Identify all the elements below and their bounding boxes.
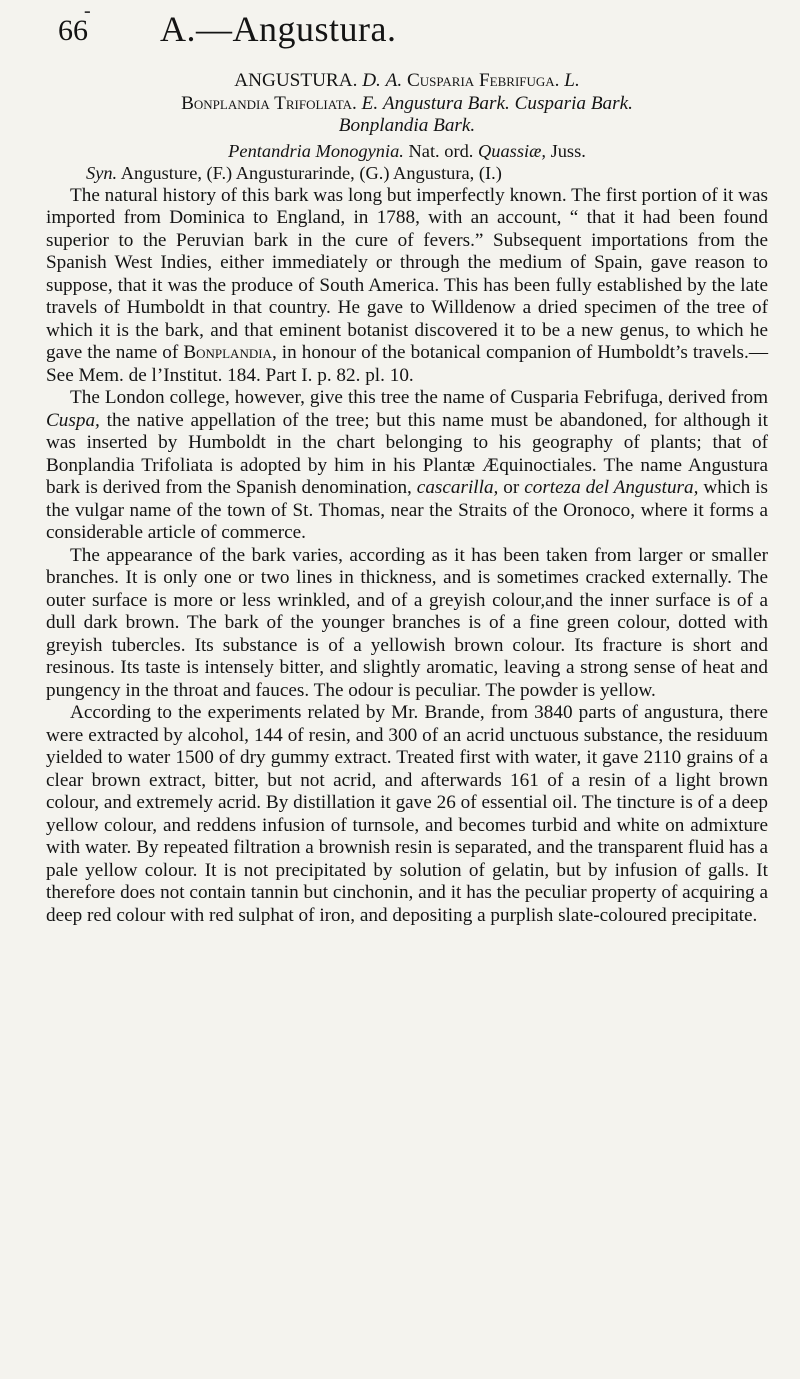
- heading-main: ANGUSTURA.: [234, 70, 358, 91]
- paragraph-nomenclature: [46, 387, 768, 545]
- heading-bonplandia: Bonplandia Trifoliata.: [181, 92, 357, 114]
- paragraph-history-a: The natural history of this bark was long but imperfectly known. The first portion of it was imported from Dominica to England, in 1788, with an account, “ that it had been found superior to the Peruvian bark in the cure of fevers.” Subsequent importations from the Spanish West Indies, either immediately or through the medium of Spain, gave reason to suppose, that it was the produce of South America. This has been fully established by the late travels of Humboldt in that country. He gave to Willdenow a dried specimen of the tree of which it is the bark, and that eminent botanist discovered it to be a new genus, to which he gave the name of: [46, 184, 768, 363]
- synonyms-line: [86, 162, 768, 185]
- heading-abbr-d: D.: [362, 70, 381, 91]
- heading-abbr-l: L.: [564, 70, 580, 91]
- classification-author: Juss.: [550, 140, 586, 161]
- p2-corteza: corteza del Angustura,: [524, 477, 699, 498]
- running-head: A.—Angustura.: [160, 9, 397, 49]
- paragraph-chemistry: According to the experiments related by Mr. Brande, from 3840 parts of angustura, there were extracted by alcohol, 144 of resin, and 300 of an acrid unctuous substance, the residuum yielded to water 1500 of dry gummy extract. Treated first with water, it gave 2110 grains of a clear brown extract, bitter, but not acrid, and afterwards 161 of a resin of a light brown colour, and extremely acrid. By distillation it gave 26 of essential oil. The tincture is of a deep yellow colour, and reddens infusion of turnsole, and becomes turbid and white on admixture with water. By repeated filtration a brownish resin is separated, and the transparent fluid has a pale yellow colour. It is not precipitated by solution of gelatin, but by infusion of galls. It therefore does not contain tannin but cinchonin, and it has the peculiar property of acquiring a deep red colour with red sulphat of iron, and depositing a purplish slate-coloured precipitate.: [46, 702, 768, 926]
- classification-order: Quassiæ,: [477, 140, 546, 161]
- classification-class: Pentandria Monogynia.: [228, 140, 404, 161]
- page-number: 66: [58, 14, 88, 47]
- p2-c: or: [503, 477, 520, 498]
- paragraph-history-bonplandia: Bonplandia,: [183, 342, 277, 363]
- page-body: [46, 70, 768, 927]
- syn-label: Syn.: [86, 163, 118, 183]
- entry-heading: [46, 70, 768, 138]
- page-header: [40, 0, 780, 54]
- heading-abbr-e: E.: [361, 92, 379, 114]
- heading-abbr-a: A.: [385, 70, 403, 91]
- margin-mark: -: [84, 0, 91, 22]
- heading-alt-bonplandia: Bonplandia Bark.: [338, 115, 476, 136]
- paragraph-appearance: The appearance of the bark varies, according as it has been taken from larger or smaller branches. It is only one or two lines in thickness, and is sometimes cracked externally. The outer surface is more or less wrinkled, and of a greyish colour,and the inner surface is of a dull dark brown. The bark of the younger branches is of a fine green colour, dotted with greyish tubercles. Its substance is of a yellowish brown colour. Its fracture is short and resinous. Its taste is intensely bitter, and slightly aromatic, leaving a strong sense of heat and pungency in the throat and fauces. The odour is peculiar. The powder is yellow.: [46, 544, 768, 701]
- heading-alt-cusparia: Cusparia Bark.: [514, 92, 633, 114]
- classification-natord: Nat. ord.: [408, 140, 474, 161]
- p2-cascarilla: cascarilla,: [416, 477, 499, 498]
- p2-cuspa: Cuspa,: [46, 409, 100, 431]
- paragraph-history-b: in honour of the botanical companion of Humboldt’s travels.—See Mem. de l’Institut. 184. Part I. p. 82. pl. 10.: [46, 342, 769, 386]
- p2-b: the native appellation of the tree; but this name must be abandoned, for although it was inserted by Humboldt in the chart belonging to his geography of plants; that of Bonplandia Trifoliata is adopted by him in his Plantæ Æquinoctiales. The name Angustura bark is derived from the Spanish denomination,: [46, 409, 769, 498]
- syn-text: Angusture, (F.) Angusturarinde, (G.) Angustura, (I.): [120, 163, 502, 183]
- classification-line: [46, 140, 768, 163]
- heading-alt-angustura: Angustura Bark.: [382, 92, 510, 114]
- p2-d: which is the vulgar name of the town of St. Thomas, near the Straits of the Oronoco, where it forms a considerable article of commerce.: [46, 477, 768, 543]
- p2-a: The London college, however, give this tree the name of Cusparia Febrifuga, derived from: [70, 387, 768, 408]
- heading-cusparia: Cusparia Febrifuga.: [406, 70, 560, 91]
- paragraph-history: [46, 185, 768, 388]
